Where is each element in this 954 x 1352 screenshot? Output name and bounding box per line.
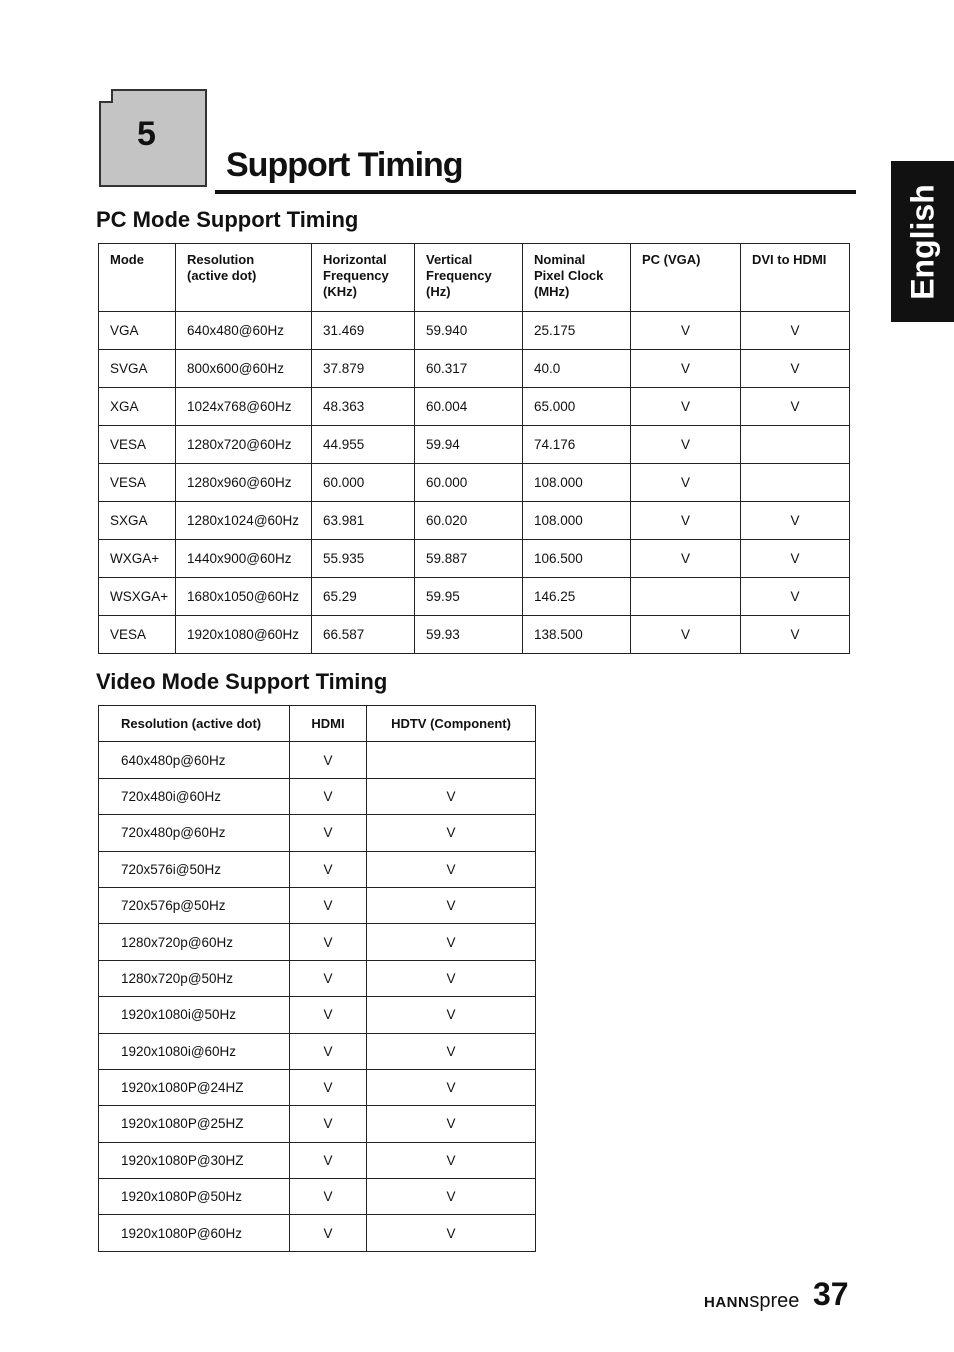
video-timing-row (99, 997, 536, 1033)
pc-timing-cell: 66.587 (312, 616, 415, 654)
video-timing-cell: 1920x1080P@50Hz (99, 1179, 290, 1215)
video-timing-row (99, 815, 536, 851)
pc-timing-cell: V (741, 312, 850, 350)
pc-timing-cell: 1024x768@60Hz (176, 388, 312, 426)
pc-timing-cell: V (741, 502, 850, 540)
video-timing-cell: 720x480p@60Hz (99, 815, 290, 851)
video-timing-cell: 1920x1080i@60Hz (99, 1033, 290, 1069)
pc-timing-cell: 108.000 (523, 464, 631, 502)
video-timing-cell: V (367, 924, 536, 960)
pc-timing-cell: 40.0 (523, 350, 631, 388)
pc-timing-header-cell: DVI to HDMI (741, 244, 850, 312)
video-timing-cell: V (367, 1069, 536, 1105)
video-timing-row (99, 960, 536, 996)
pc-timing-cell: 65.29 (312, 578, 415, 616)
video-timing-cell: V (367, 1106, 536, 1142)
video-timing-cell: V (290, 887, 367, 923)
pc-timing-row (99, 540, 850, 578)
pc-timing-cell: VGA (99, 312, 176, 350)
pc-timing-cell: 59.94 (415, 426, 523, 464)
video-timing-cell: 1920x1080P@24HZ (99, 1069, 290, 1105)
pc-timing-cell: 138.500 (523, 616, 631, 654)
pc-timing-cell: SVGA (99, 350, 176, 388)
video-timing-cell: V (290, 924, 367, 960)
video-timing-cell: 720x480i@60Hz (99, 778, 290, 814)
pc-timing-row (99, 426, 850, 464)
pc-timing-header-cell: Nominal Pixel Clock (MHz) (523, 244, 631, 312)
video-section-title: Video Mode Support Timing (96, 669, 388, 694)
video-timing-row (99, 1215, 536, 1251)
pc-timing-cell: 55.935 (312, 540, 415, 578)
pc-timing-cell: V (631, 350, 741, 388)
pc-section-title: PC Mode Support Timing (96, 207, 359, 232)
video-timing-cell: V (290, 1215, 367, 1251)
video-timing-cell: 1280x720p@60Hz (99, 924, 290, 960)
pc-timing-cell: 106.500 (523, 540, 631, 578)
video-timing-row (99, 742, 536, 778)
video-timing-cell: 1920x1080P@25HZ (99, 1106, 290, 1142)
pc-timing-cell: 59.95 (415, 578, 523, 616)
pc-timing-cell: V (741, 578, 850, 616)
video-timing-cell: 1920x1080i@50Hz (99, 997, 290, 1033)
pc-timing-cell: 800x600@60Hz (176, 350, 312, 388)
pc-timing-cell: V (631, 616, 741, 654)
pc-timing-cell: V (741, 388, 850, 426)
brand-logo (704, 1290, 799, 1313)
pc-timing-cell: V (741, 350, 850, 388)
brand-logo-spree: spree (749, 1290, 800, 1312)
pc-timing-row (99, 312, 850, 350)
video-timing-header-cell: Resolution (active dot) (99, 706, 290, 742)
video-timing-cell: V (290, 1142, 367, 1178)
pc-timing-cell: 146.25 (523, 578, 631, 616)
pc-timing-cell: 108.000 (523, 502, 631, 540)
video-timing-cell: V (290, 1069, 367, 1105)
video-timing-header-cell: HDMI (290, 706, 367, 742)
video-timing-cell: V (367, 1179, 536, 1215)
pc-timing-cell: 59.887 (415, 540, 523, 578)
video-timing-cell: V (367, 815, 536, 851)
pc-timing-cell: 1920x1080@60Hz (176, 616, 312, 654)
pc-timing-cell: V (741, 540, 850, 578)
video-timing-cell: 720x576i@50Hz (99, 851, 290, 887)
video-timing-cell: 720x576p@50Hz (99, 887, 290, 923)
pc-timing-cell: 60.317 (415, 350, 523, 388)
video-timing-cell: V (290, 1179, 367, 1215)
brand-logo-hann: HANN (704, 1294, 750, 1311)
pc-timing-cell: 1280x1024@60Hz (176, 502, 312, 540)
pc-timing-cell (741, 426, 850, 464)
video-timing-cell: V (290, 997, 367, 1033)
pc-timing-cell: 640x480@60Hz (176, 312, 312, 350)
video-timing-cell: V (367, 851, 536, 887)
pc-timing-row (99, 502, 850, 540)
pc-timing-cell: V (631, 540, 741, 578)
pc-timing-header-cell: Vertical Frequency (Hz) (415, 244, 523, 312)
pc-timing-cell: 1680x1050@60Hz (176, 578, 312, 616)
pc-timing-header-cell: Horizontal Frequency (KHz) (312, 244, 415, 312)
page-title: Support Timing (226, 146, 463, 184)
video-timing-cell: V (290, 1033, 367, 1069)
title-underline (215, 190, 856, 194)
pc-timing-cell: V (631, 426, 741, 464)
pc-timing-header-cell: PC (VGA) (631, 244, 741, 312)
chapter-number-box (99, 89, 207, 187)
pc-timing-cell: XGA (99, 388, 176, 426)
video-timing-cell (367, 742, 536, 778)
pc-timing-header-row (99, 244, 850, 312)
video-timing-row (99, 1179, 536, 1215)
video-timing-header-cell: HDTV (Component) (367, 706, 536, 742)
video-timing-cell: 640x480p@60Hz (99, 742, 290, 778)
video-timing-row (99, 924, 536, 960)
pc-timing-cell: 60.004 (415, 388, 523, 426)
pc-timing-table (98, 243, 850, 654)
video-timing-cell: V (290, 778, 367, 814)
pc-timing-cell: 31.469 (312, 312, 415, 350)
pc-timing-cell: V (631, 388, 741, 426)
video-timing-cell: V (367, 1142, 536, 1178)
pc-timing-cell: 37.879 (312, 350, 415, 388)
pc-timing-cell: 48.363 (312, 388, 415, 426)
pc-timing-cell: 1440x900@60Hz (176, 540, 312, 578)
pc-timing-cell: V (631, 464, 741, 502)
pc-timing-cell: 74.176 (523, 426, 631, 464)
video-timing-cell: 1920x1080P@60Hz (99, 1215, 290, 1251)
video-timing-row (99, 851, 536, 887)
video-timing-row (99, 1142, 536, 1178)
video-timing-table (98, 705, 536, 1252)
pc-timing-cell: 1280x720@60Hz (176, 426, 312, 464)
pc-timing-row (99, 464, 850, 502)
pc-timing-cell: 65.000 (523, 388, 631, 426)
video-timing-cell: V (290, 742, 367, 778)
pc-timing-cell: VESA (99, 616, 176, 654)
pc-timing-header-cell: Mode (99, 244, 176, 312)
video-timing-cell: V (290, 815, 367, 851)
pc-timing-cell: 60.000 (312, 464, 415, 502)
pc-timing-cell (741, 464, 850, 502)
pc-timing-cell: WSXGA+ (99, 578, 176, 616)
video-timing-cell: 1280x720p@50Hz (99, 960, 290, 996)
pc-timing-row (99, 578, 850, 616)
video-timing-cell: V (290, 851, 367, 887)
pc-timing-header-cell: Resolution (active dot) (176, 244, 312, 312)
pc-timing-cell: 44.955 (312, 426, 415, 464)
video-timing-row (99, 778, 536, 814)
language-tab (891, 161, 954, 322)
pc-timing-cell: 60.000 (415, 464, 523, 502)
pc-timing-cell: V (631, 312, 741, 350)
video-timing-row (99, 887, 536, 923)
pc-timing-cell: V (741, 616, 850, 654)
chapter-number: 5 (137, 115, 156, 153)
video-timing-row (99, 1106, 536, 1142)
video-timing-header-row (99, 706, 536, 742)
pc-timing-cell: V (631, 502, 741, 540)
video-timing-cell: 1920x1080P@30HZ (99, 1142, 290, 1178)
video-timing-cell: V (367, 997, 536, 1033)
chapter-box-notch (99, 89, 113, 103)
video-timing-row (99, 1033, 536, 1069)
pc-timing-row (99, 616, 850, 654)
video-timing-cell: V (290, 960, 367, 996)
pc-timing-cell: 1280x960@60Hz (176, 464, 312, 502)
pc-timing-row (99, 388, 850, 426)
video-timing-cell: V (290, 1106, 367, 1142)
video-timing-cell: V (367, 960, 536, 996)
video-timing-cell: V (367, 778, 536, 814)
pc-timing-cell: VESA (99, 464, 176, 502)
video-timing-row (99, 1069, 536, 1105)
pc-timing-cell: WXGA+ (99, 540, 176, 578)
page-number: 37 (813, 1276, 849, 1312)
language-tab-label: English (904, 183, 940, 300)
video-timing-cell: V (367, 887, 536, 923)
pc-timing-cell: 60.020 (415, 502, 523, 540)
pc-timing-cell: 25.175 (523, 312, 631, 350)
pc-timing-cell: 59.940 (415, 312, 523, 350)
pc-timing-cell: SXGA (99, 502, 176, 540)
pc-timing-row (99, 350, 850, 388)
pc-timing-cell (631, 578, 741, 616)
video-timing-cell: V (367, 1033, 536, 1069)
pc-timing-cell: 63.981 (312, 502, 415, 540)
video-timing-cell: V (367, 1215, 536, 1251)
pc-timing-cell: 59.93 (415, 616, 523, 654)
pc-timing-cell: VESA (99, 426, 176, 464)
